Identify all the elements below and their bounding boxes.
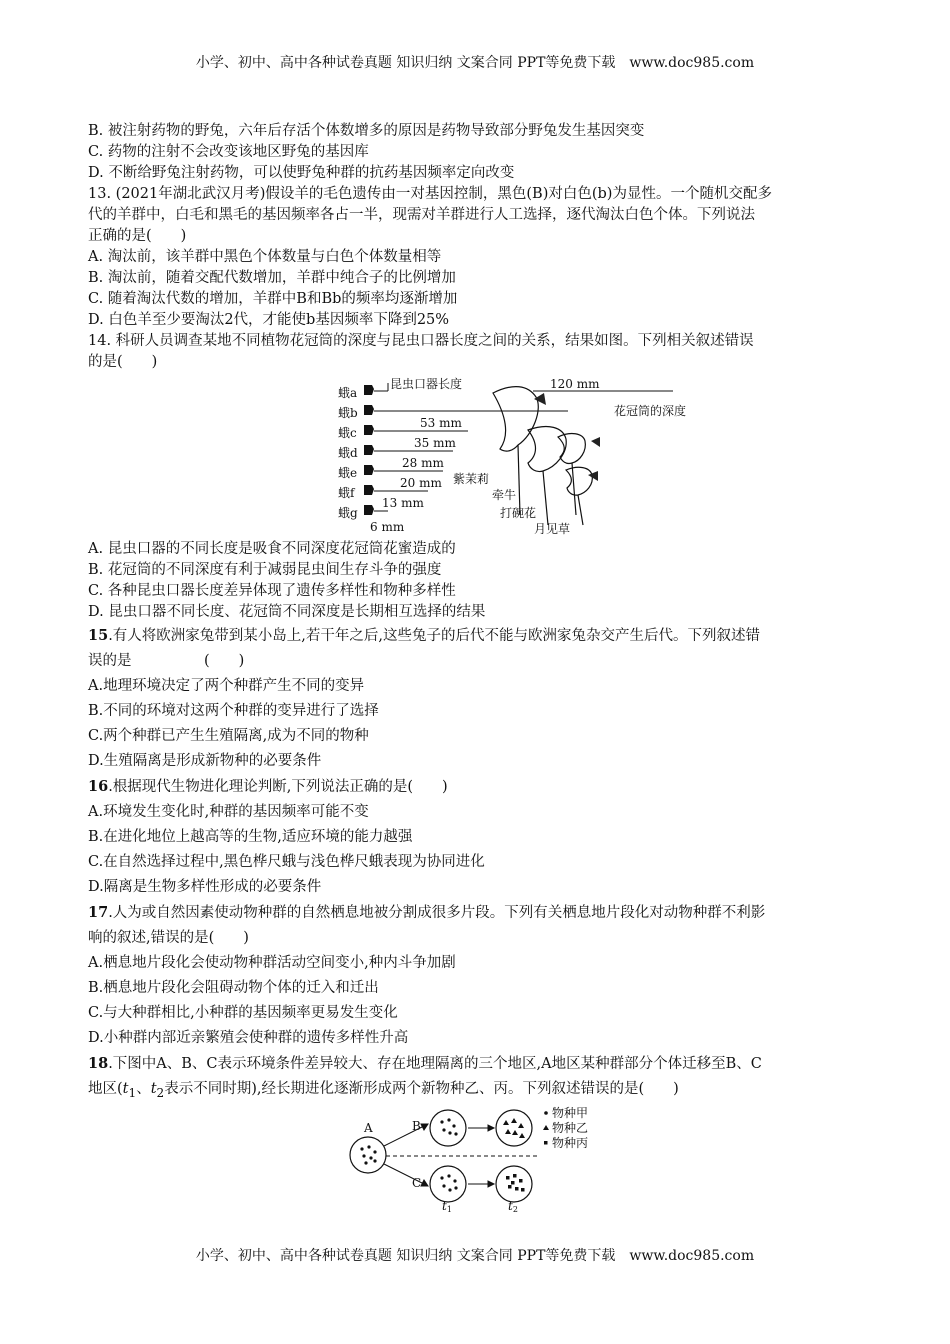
q18-number: 18 <box>88 1055 109 1072</box>
moth-head-icon <box>364 405 374 415</box>
legend-species-yi: 物种乙 <box>552 1120 589 1135</box>
length-120: 120 mm <box>550 377 600 391</box>
q17-option-c: C.与大种群相比,小种群的基因频率更易发生变化 <box>88 1005 398 1021</box>
q12-option-d: D. 不断给野兔注射药物，可以使野兔种群的抗药基因频率定向改变 <box>88 165 515 181</box>
q18-t2-sub: 2 <box>156 1085 165 1100</box>
flower-stem <box>543 471 548 525</box>
region-c-t1-circle <box>430 1166 466 1202</box>
q18-stem-line2 <box>88 1077 873 1106</box>
q15-stem-line2: 误的是 ( ) <box>88 653 245 669</box>
q18-stem2-end: 表示不同时期),经长期进化逐渐形成两个新物种乙、丙。下列叙述错误的是( ) <box>164 1081 679 1097</box>
moth-label-f: 蛾f <box>338 486 355 500</box>
q14-stem-line2: 的是( ) <box>88 354 158 370</box>
moth-label-c: 蛾c <box>338 426 357 440</box>
q14-option-c: C. 各种昆虫口器长度差异体现了遗传多样性和物种多样性 <box>88 583 456 599</box>
moth-flower-diagram <box>88 375 873 535</box>
moth-head-icon <box>364 385 374 395</box>
flower-label-mirabilis: 紫茉莉 <box>453 472 490 486</box>
proboscis-length-label: 昆虫口器长度 <box>390 377 463 391</box>
q13-option-c: C. 随着淘汰代数的增加，羊群中B和Bb的频率均逐渐增加 <box>88 291 458 307</box>
q15-option-c: C.两个种群已产生生殖隔离,成为不同的物种 <box>88 728 369 744</box>
moth-label-b: 蛾b <box>338 406 358 420</box>
legend-species-jia: 物种甲 <box>552 1105 589 1120</box>
flower-petal-icon <box>534 393 546 405</box>
q15-stem-line1 <box>88 623 873 649</box>
length-53: 53 mm <box>420 416 462 430</box>
q17-option-d: D.小种群内部近亲繁殖会使种群的遗传多样性升高 <box>88 1030 409 1046</box>
moth-head-icon <box>364 505 374 515</box>
flower-shape <box>528 427 566 472</box>
q16-stem-text: .根据现代生物进化理论判断,下列说法正确的是( ) <box>108 779 448 795</box>
q13-option-b: B. 淘汰前，随着交配代数增加，羊群中纯合子的比例增加 <box>88 270 456 286</box>
q15-option-a: A.地理环境决定了两个种群产生不同的变异 <box>88 678 365 694</box>
arrowhead-icon <box>488 1125 494 1131</box>
q13-stem-line2: 代的羊群中，白毛和黑毛的基因频率各占一半，现需对羊群进行人工选择，逐代淘汰白色个体。下列说法 <box>88 207 755 223</box>
moth-label-a: 蛾a <box>338 386 358 400</box>
q15-option-d: D.生殖隔离是形成新物种的必要条件 <box>88 753 322 769</box>
flower-stem <box>578 495 583 525</box>
exam-content <box>88 121 873 1214</box>
legend-square-icon <box>544 1141 548 1145</box>
moth-label-d: 蛾d <box>338 446 358 460</box>
moth-head-icon <box>364 485 374 495</box>
region-b-label: B <box>412 1118 421 1133</box>
flower-shape <box>566 467 592 495</box>
time-t1-label: t1 <box>442 1198 452 1214</box>
q15-number: 15 <box>88 627 109 644</box>
moth-head-icon <box>364 445 374 455</box>
flower-label-morning-glory: 牵牛 <box>492 488 517 502</box>
q14-option-a: A. 昆虫口器的不同长度是吸食不同深度花冠筒花蜜造成的 <box>88 541 456 557</box>
q18-separator: 、 <box>136 1081 151 1097</box>
region-a-circle <box>350 1137 386 1173</box>
q17-stem-line1 <box>88 900 873 926</box>
q12-option-c: C. 药物的注射不会改变该地区野兔的基因库 <box>88 144 369 160</box>
q16-option-b: B.在进化地位上越高等的生物,适应环境的能力越强 <box>88 829 413 845</box>
region-a-label: A <box>364 1120 373 1135</box>
page-header: 小学、初中、高中各种试卷真题 知识归纳 文案合同 PPT等免费下载 www.doc985.com <box>195 55 755 71</box>
q16-option-a: A.环境发生变化时,种群的基因频率可能不变 <box>88 804 369 820</box>
q12-option-b: B. 被注射药物的野兔，六年后存活个体数增多的原因是药物导致部分野兔发生基因突变 <box>88 123 645 139</box>
length-35: 35 mm <box>414 436 456 450</box>
flower-petal-icon <box>591 437 600 447</box>
tube-depth-label: 花冠筒的深度 <box>614 404 687 418</box>
q18-stem2-start: 地区( <box>88 1081 123 1097</box>
region-b-t2-circle <box>496 1110 532 1146</box>
q14-option-b: B. 花冠筒的不同深度有利于减弱昆虫间生存斗争的强度 <box>88 562 442 578</box>
q18-stem-text: .下图中A、B、C表示环境条件差异较大、存在地理隔离的三个地区,A地区某种群部分个体迁移至B、C <box>108 1056 762 1072</box>
moth-label-e: 蛾e <box>338 466 358 480</box>
arrowhead-icon <box>421 1180 428 1186</box>
q18-t2: t <box>150 1081 157 1097</box>
q13-option-d: D. 白色羊至少要淘汰2代，才能使b基因频率下降到25% <box>88 312 450 328</box>
q16-option-c: C.在自然选择过程中,黑色桦尺蛾与浅色桦尺蛾表现为协同进化 <box>88 854 485 870</box>
flower-shape <box>558 434 585 464</box>
time-t2-label: t2 <box>508 1198 518 1214</box>
flower-petal-icon <box>588 471 598 481</box>
region-c-label: C <box>412 1175 422 1190</box>
length-28: 28 mm <box>402 456 444 470</box>
q17-option-a: A.栖息地片段化会使动物种群活动空间变小,种内斗争加剧 <box>88 955 456 971</box>
q14-option-d: D. 昆虫口器不同长度、花冠筒不同深度是长期相互选择的结果 <box>88 604 486 620</box>
legend-species-bing: 物种丙 <box>552 1135 589 1150</box>
flowers-illustration <box>493 387 592 525</box>
q17-stem-text: .人为或自然因素使动物种群的自然栖息地被分割成很多片段。下列有关栖息地片段化对动物种群不利影 <box>108 905 766 921</box>
q16-option-d: D.隔离是生物多样性形成的必要条件 <box>88 879 322 895</box>
region-b-t1-circle <box>430 1110 466 1146</box>
q17-stem-line2: 响的叙述,错误的是( ) <box>88 930 249 946</box>
arrowhead-icon <box>421 1124 428 1130</box>
q16-stem <box>88 774 873 800</box>
q18-figure <box>88 1105 873 1214</box>
length-6: 6 mm <box>370 520 405 534</box>
q15-stem-text: .有人将欧洲家兔带到某小岛上,若干年之后,这些兔子的后代不能与欧洲家兔杂交产生后代。下列叙述错 <box>108 628 761 644</box>
q14-figure <box>88 375 873 535</box>
speciation-diagram <box>88 1105 873 1214</box>
q18-t1-sub: 1 <box>128 1085 137 1100</box>
flower-shape <box>493 387 538 451</box>
q17-number: 17 <box>88 904 109 921</box>
q18-stem-line1 <box>88 1051 873 1077</box>
flower-label-evening-primrose: 月见草 <box>534 522 571 536</box>
q15-option-b: B.不同的环境对这两个种群的变异进行了选择 <box>88 703 379 719</box>
legend-dot-icon <box>544 1111 548 1115</box>
flower-stem <box>518 445 520 515</box>
q17-option-b: B.栖息地片段化会阻碍动物个体的迁入和迁出 <box>88 980 379 996</box>
flower-label-bindweed: 打碗花 <box>500 506 537 520</box>
q13-stem-line3: 正确的是( ) <box>88 228 187 244</box>
legend-triangle-icon <box>543 1125 549 1130</box>
moth-head-icon <box>364 465 374 475</box>
q13-option-a: A. 淘汰前，该羊群中黑色个体数量与白色个体数量相等 <box>88 249 442 265</box>
q13-stem-line1: 13. (2021年湖北武汉月考)假设羊的毛色遗传由一对基因控制，黑色(B)对白色(b)为显性。一个随机交配多 <box>88 186 772 202</box>
moth-head-icon <box>364 425 374 435</box>
length-13: 13 mm <box>382 496 424 510</box>
arrowhead-icon <box>488 1181 494 1187</box>
q14-stem-line1: 14. 科研人员调查某地不同植物花冠筒的深度与昆虫口器长度之间的关系，结果如图。下列相关叙述错误 <box>88 333 754 349</box>
q16-number: 16 <box>88 778 109 795</box>
flower-stem <box>572 463 576 515</box>
page-footer: 小学、初中、高中各种试卷真题 知识归纳 文案合同 PPT等免费下载 www.doc985.com <box>195 1248 755 1264</box>
moth-label-g: 蛾g <box>338 506 358 520</box>
length-20: 20 mm <box>400 476 442 490</box>
species-legend <box>543 1105 588 1150</box>
q18-t1: t <box>122 1081 129 1097</box>
